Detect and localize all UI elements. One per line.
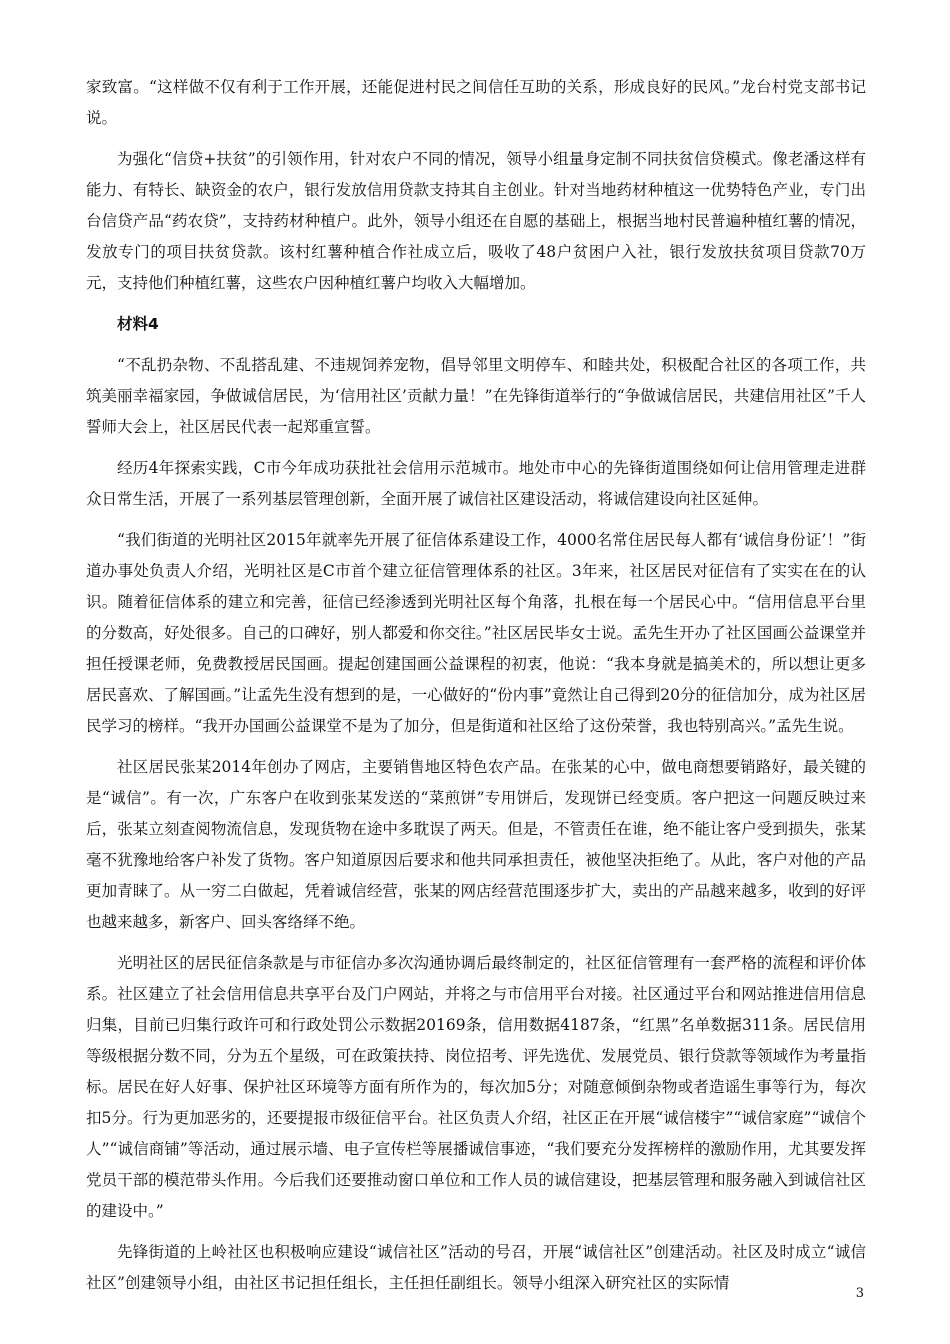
paragraph-1: 家致富。“这样做不仅有利于工作开展，还能促进村民之间信任互助的关系，形成良好的民风。”龙台村党支部书记说。 bbox=[86, 78, 866, 127]
section-heading-material-4: 材料4 bbox=[117, 315, 159, 333]
paragraph-6: 社区居民张某2014年创办了网店，主要销售地区特色农产品。在张某的心中，做电商想要销路好，最关键的是“诚信”。有一次，广东客户在收到张某发送的“菜煎饼”专用饼后，发现饼已经变质。客户把这一问题反映过来后，张某立刻查阅物流信息，发现货物在途中多耽误了两天。但是，不管责任在谁，绝不能让客户受到损失，张某毫不犹豫地给客户补发了货物。客户知道原因后要求和他共同承担责任，被他坚决拒绝了。从此，客户对他的产品更加青睐了。从一穷二白做起，凭着诚信经营，张某的网店经营范围逐步扩大，卖出的产品越来越多，收到的好评也越来越多，新客户、回头客络绎不绝。 bbox=[86, 758, 866, 931]
document-body bbox=[86, 72, 866, 1309]
paragraph-5: “我们街道的光明社区2015年就率先开展了征信体系建设工作，4000名常住居民每人都有‘诚信身份证’！”街道办事处负责人介绍，光明社区是C市首个建立征信管理体系的社区。3年来，社区居民对征信有了实实在在的认识。随着征信体系的建立和完善，征信已经渗透到光明社区每个角落，扎根在每一个居民心中。“信用信息平台里的分数高，好处很多。自己的口碑好，别人都爱和你交往。”社区居民毕女士说。孟先生开办了社区国画公益课堂并担任授课老师，免费教授居民国画。提起创建国画公益课程的初衷，他说：“我本身就是搞美术的，所以想让更多居民喜欢、了解国画。”让孟先生没有想到的是，一心做好的“份内事”竟然让自己得到20分的征信加分，成为社区居民学习的榜样。“我开办国画公益课堂不是为了加分，但是街道和社区给了这份荣誉，我也特别高兴。”孟先生说。 bbox=[86, 531, 866, 735]
paragraph-2: 为强化“信贷+扶贫”的引领作用，针对农户不同的情况，领导小组量身定制不同扶贫信贷模式。像老潘这样有能力、有特长、缺资金的农户，银行发放信用贷款支持其自主创业。针对当地药材种植这一优势特色产业，专门出台信贷产品“药农贷”，支持药材种植户。此外，领导小组还在自愿的基础上，根据当地村民普遍种植红薯的情况，发放专门的项目扶贫贷款。该村红薯种植合作社成立后，吸收了48户贫困户入社，银行发放扶贫项目贷款70万元，支持他们种植红薯，这些农户因种植红薯户均收入大幅增加。 bbox=[86, 150, 866, 292]
paragraph-4: 经历4年探索实践，C市今年成功获批社会信用示范城市。地处市中心的先锋街道围绕如何让信用管理走进群众日常生活，开展了一系列基层管理创新，全面开展了诚信社区建设活动，将诚信建设向社区延伸。 bbox=[86, 459, 866, 508]
page-number: 3 bbox=[855, 1286, 864, 1301]
paragraph-7: 光明社区的居民征信条款是与市征信办多次沟通协调后最终制定的，社区征信管理有一套严格的流程和评价体系。社区建立了社会信用信息共享平台及门户网站，并将之与市信用平台对接。社区通过平台和网站推进信用信息归集，目前已归集行政许可和行政处罚公示数据20169条，信用数据4187条，“红黑”名单数据311条。居民信用等级根据分数不同，分为五个星级，可在政策扶持、岗位招考、评先选优、发展党员、银行贷款等领域作为考量指标。居民在好人好事、保护社区环境等方面有所作为的，每次加5分；对随意倾倒杂物或者造谣生事等行为，每次扣5分。行为更加恶劣的，还要提报市级征信平台。社区负责人介绍，社区正在开展“诚信楼宇”“诚信家庭”“诚信个人”“诚信商铺”等活动，通过展示墙、电子宣传栏等展播诚信事迹，“我们要充分发挥榜样的激励作用，尤其要发挥党员干部的模范带头作用。今后我们还要推动窗口单位和工作人员的诚信建设，把基层管理和服务融入到诚信社区的建设中。” bbox=[86, 954, 866, 1220]
paragraph-8: 先锋街道的上岭社区也积极响应建设“诚信社区”活动的号召，开展“诚信社区”创建活动。社区及时成立“诚信社区”创建领导小组，由社区书记担任组长，主任担任副组长。领导小组深入研究社区的实际情 bbox=[86, 1243, 866, 1292]
paragraph-3: “不乱扔杂物、不乱搭乱建、不违规饲养宠物，倡导邻里文明停车、和睦共处，积极配合社区的各项工作，共筑美丽幸福家园，争做诚信居民，为‘信用社区’贡献力量！”在先锋街道举行的“争做诚信居民，共建信用社区”千人誓师大会上，社区居民代表一起郑重宣誓。 bbox=[86, 356, 866, 436]
